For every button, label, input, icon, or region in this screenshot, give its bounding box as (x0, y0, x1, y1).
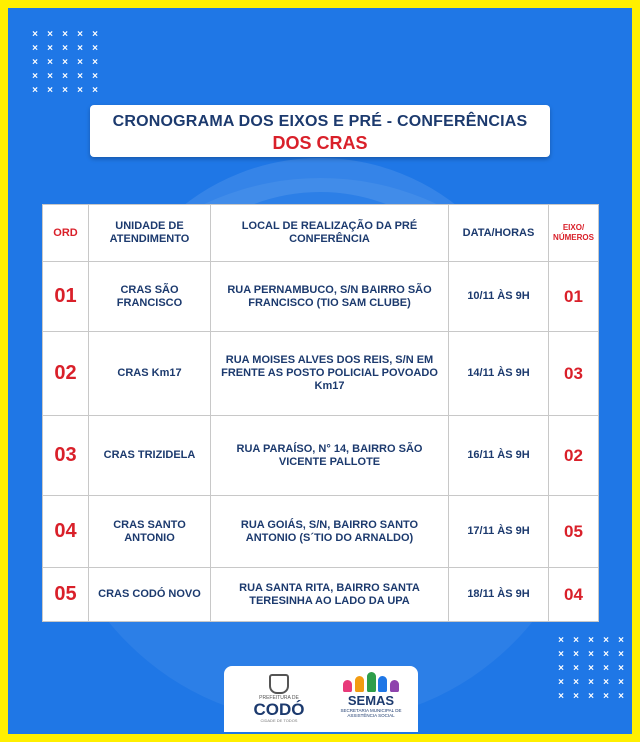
dot-mark: × (603, 663, 609, 674)
dot-mark: × (62, 71, 68, 82)
dot-mark: × (588, 663, 594, 674)
dot-mark: × (573, 677, 579, 688)
table-row (43, 568, 599, 622)
row-eixo: 05 (549, 496, 599, 568)
row-eixo: 04 (549, 568, 599, 622)
dot-mark: × (603, 649, 609, 660)
dot-mark: × (618, 663, 624, 674)
prefeitura-codo-logo (244, 674, 314, 728)
row-ord: 01 (43, 262, 89, 332)
row-eixo: 01 (549, 262, 599, 332)
header-unidade: UNIDADE DE ATENDIMENTO (89, 205, 211, 262)
table-row (43, 332, 599, 416)
dot-mark: × (603, 691, 609, 702)
header-data: DATA/HORAS (449, 205, 549, 262)
semas-subtitle: SECRETARIA MUNICIPAL DE ASSISTÊNCIA SOCIAL (340, 708, 402, 718)
table-row (43, 496, 599, 568)
poster-background (8, 8, 632, 734)
dot-mark: × (47, 43, 53, 54)
dot-mark: × (603, 677, 609, 688)
title-line-2: DOS CRAS (272, 133, 368, 153)
dot-mark: × (77, 43, 83, 54)
dot-mark: × (77, 29, 83, 40)
semas-logo (332, 672, 410, 728)
dot-mark: × (62, 57, 68, 68)
dot-mark: × (558, 677, 564, 688)
dot-mark: × (77, 85, 83, 96)
dot-mark: × (618, 677, 624, 688)
dot-mark: × (47, 85, 53, 96)
dot-mark: × (92, 57, 98, 68)
dot-mark: × (588, 635, 594, 646)
schedule-table (42, 204, 599, 622)
header-ord: ORD (43, 205, 89, 262)
dot-mark: × (62, 29, 68, 40)
header-eixo: EIXO/ NÚMEROS (549, 205, 599, 262)
footer-logos (224, 666, 418, 732)
dot-mark: × (77, 71, 83, 82)
row-unidade: CRAS SANTO ANTONIO (89, 496, 211, 568)
row-ord: 04 (43, 496, 89, 568)
dot-mark: × (558, 663, 564, 674)
dot-mark: × (618, 691, 624, 702)
semas-wordmark: SEMAS (347, 693, 395, 708)
dot-mark: × (618, 649, 624, 660)
table-row (43, 262, 599, 332)
dot-mark: × (62, 43, 68, 54)
dot-mark: × (32, 57, 38, 68)
dot-mark: × (32, 29, 38, 40)
table-header-row (43, 205, 599, 262)
row-local: RUA PERNAMBUCO, S/N BAIRRO SÃO FRANCISCO (TIO SAM CLUBE) (211, 262, 449, 332)
dots-pattern-top-left (30, 30, 100, 96)
dot-mark: × (573, 649, 579, 660)
table-row (43, 416, 599, 496)
row-ord: 03 (43, 416, 89, 496)
dot-mark: × (62, 85, 68, 96)
dot-mark: × (47, 57, 53, 68)
header-local: LOCAL DE REALIZAÇÃO DA PRÉ CONFERÊNCIA (211, 205, 449, 262)
row-data: 18/11 ÀS 9H (449, 568, 549, 622)
dot-mark: × (32, 71, 38, 82)
dot-mark: × (32, 85, 38, 96)
dot-mark: × (558, 635, 564, 646)
dot-mark: × (573, 691, 579, 702)
row-local: RUA MOISES ALVES DOS REIS, S/N EM FRENTE AS POSTO POLICIAL POVOADO Km17 (211, 332, 449, 416)
row-eixo: 03 (549, 332, 599, 416)
row-data: 16/11 ÀS 9H (449, 416, 549, 496)
dot-mark: × (588, 649, 594, 660)
row-unidade: CRAS CODÓ NOVO (89, 568, 211, 622)
row-ord: 02 (43, 332, 89, 416)
row-data: 10/11 ÀS 9H (449, 262, 549, 332)
dot-mark: × (618, 635, 624, 646)
dot-mark: × (573, 663, 579, 674)
row-local: RUA PARAÍSO, N° 14, BAIRRO SÃO VICENTE PALLOTE (211, 416, 449, 496)
prefeitura-label: PREFEITURA DE (259, 695, 299, 701)
dot-mark: × (92, 71, 98, 82)
title-banner (90, 105, 550, 157)
dot-mark: × (92, 43, 98, 54)
dot-mark: × (603, 635, 609, 646)
dot-mark: × (47, 29, 53, 40)
row-data: 14/11 ÀS 9H (449, 332, 549, 416)
row-ord: 05 (43, 568, 89, 622)
row-unidade: CRAS Km17 (89, 332, 211, 416)
dot-mark: × (92, 85, 98, 96)
codo-wordmark: CODÓ (253, 700, 305, 719)
row-unidade: CRAS TRIZIDELA (89, 416, 211, 496)
dot-mark: × (47, 71, 53, 82)
dot-mark: × (558, 649, 564, 660)
dot-mark: × (558, 691, 564, 702)
crest-icon (269, 674, 289, 694)
row-eixo: 02 (549, 416, 599, 496)
dot-mark: × (77, 57, 83, 68)
dots-pattern-bottom-right (556, 636, 626, 702)
dot-mark: × (588, 677, 594, 688)
dot-mark: × (92, 29, 98, 40)
dot-mark: × (588, 691, 594, 702)
row-local: RUA GOIÁS, S/N, BAIRRO SANTO ANTONIO (S´TIO DO ARNALDO) (211, 496, 449, 568)
dot-mark: × (32, 43, 38, 54)
codo-tagline: CIDADE DE TODOS (260, 718, 298, 723)
dot-mark: × (573, 635, 579, 646)
row-data: 17/11 ÀS 9H (449, 496, 549, 568)
title-line-1: CRONOGRAMA DOS EIXOS E PRÉ - CONFERÊNCIAS (112, 113, 528, 130)
row-local: RUA SANTA RITA, BAIRRO SANTA TERESINHA AO LADO DA UPA (211, 568, 449, 622)
people-icon (343, 672, 399, 692)
row-unidade: CRAS SÃO FRANCISCO (89, 262, 211, 332)
